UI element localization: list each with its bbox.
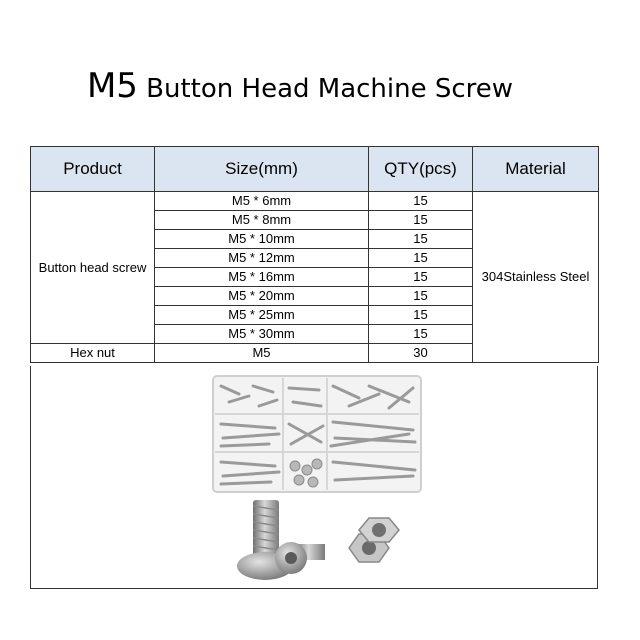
header-qty: QTY(pcs)	[369, 147, 473, 192]
qty-cell: 15	[369, 211, 473, 230]
size-cell: M5 * 16mm	[155, 268, 369, 287]
qty-cell: 15	[369, 249, 473, 268]
hex-nut-image	[349, 518, 399, 562]
title-rest: Button Head Machine Screw	[137, 74, 514, 104]
header-product: Product	[31, 147, 155, 192]
size-cell: M5 * 6mm	[155, 192, 369, 211]
qty-cell: 15	[369, 268, 473, 287]
header-row	[31, 147, 599, 192]
product-screw: Button head screw	[31, 192, 155, 344]
size-cell: M5	[155, 344, 369, 363]
header-size: Size(mm)	[155, 147, 369, 192]
product-photo-box	[30, 366, 598, 589]
qty-cell: 30	[369, 344, 473, 363]
size-cell: M5 * 30mm	[155, 325, 369, 344]
qty-cell: 15	[369, 306, 473, 325]
size-cell: M5 * 8mm	[155, 211, 369, 230]
qty-cell: 15	[369, 287, 473, 306]
qty-cell: 15	[369, 230, 473, 249]
spec-table	[30, 146, 599, 363]
screw-head-image	[275, 542, 325, 574]
organizer-box	[213, 376, 421, 492]
table-row	[31, 192, 599, 211]
size-cell: M5 * 20mm	[155, 287, 369, 306]
product-nut: Hex nut	[31, 344, 155, 363]
material-cell: 304Stainless Steel	[473, 192, 599, 363]
size-cell: M5 * 12mm	[155, 249, 369, 268]
size-cell: M5 * 10mm	[155, 230, 369, 249]
page-title	[0, 66, 600, 106]
qty-cell: 15	[369, 192, 473, 211]
header-material: Material	[473, 147, 599, 192]
product-photo	[209, 372, 429, 584]
size-cell: M5 * 25mm	[155, 306, 369, 325]
qty-cell: 15	[369, 325, 473, 344]
title-prefix: M5	[86, 66, 138, 106]
